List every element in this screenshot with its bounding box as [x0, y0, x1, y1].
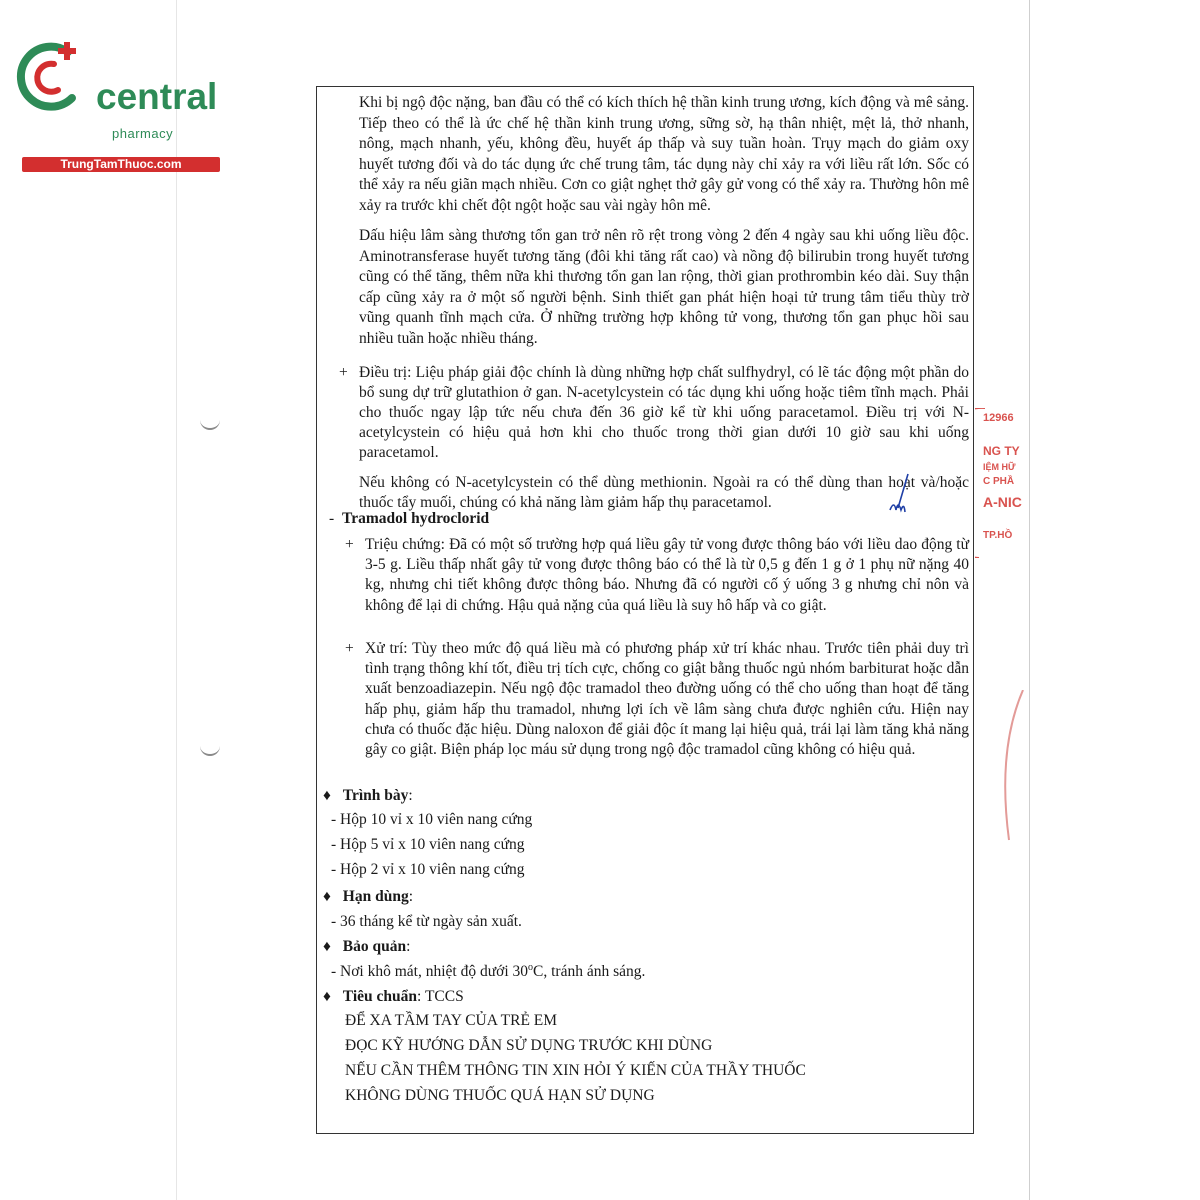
tramadol-heading: Tramadol hydroclorid — [342, 510, 490, 527]
logo-subtitle: pharmacy — [112, 126, 174, 141]
central-logo-icon — [10, 38, 90, 118]
leaflet-frame: Khi bị ngộ độc nặng, ban đầu có thể có kích thích hệ thần kinh trung ương, kích động và mê sảng. Tiếp theo có thể là ức chế hệ thần kinh trung ương, sững sờ, hạ thân nhiệt, mệt lả, thở nhanh, nông, mạch nhanh, yếu, không đều, huyết áp thấp và suy tuần hoàn. Trụy mạch do giảm oxy huyết tương đối và do tác dụng ức chế trung tâm, tác dụng này chỉ xảy ra với liều rất lớn. Sốc có thể xảy ra nếu giãn mạch nhiều. Cơn co giật nghẹt thở gây gử vong có thể xảy ra. Thường hôn mê xảy ra trước khi chết đột ngột hoặc sau vài ngày hôn mê. Dấu hiệu lâm sàng thương tổn gan trở nên rõ rệt trong vòng 2 đến 4 ngày sau khi uống liều độc. Aminotransferase huyết tương tăng (đôi khi tăng rất cao) và nồng độ bilirubin trong huyết tương cũng có thể tăng, thêm nữa khi thương tổn gan lan rộng, thời gian prothrombin kéo dài. Suy thận cấp cũng xảy ra ở một số người bệnh. Sinh thiết gan phát hiện hoại tử trung tâm tiểu thùy trờ vũng quanh tĩnh mạch cửa. Ở những trường hợp không tử vong, thương tổn gan phục hồi sau nhiều tuần hoặc nhiều tháng. + Điều trị: Liệu pháp giải độc chính là dùng những hợp chất sulfhydryl, có lẽ tác động một phần do bổ sung dự trữ glutathion ở gan. N-acetylcystein có tác dụng khi uống hoặc tiêm tĩnh mạch. Phải cho thuốc ngay lập tức nếu chưa đến 36 giờ kể từ khi uống paracetamol. Điều trị với N-acetylcystein có hiệu quả hơn khi cho thuốc trong thời gian dưới 10 giờ sau khi uống paracetamol. Nếu không có N-acetylcystein có thể dùng methionin. Ngoài ra có thể dùng than hoạt và/hoặc thuốc tẩy muối, chúng có khả năng làm giảm hấp thụ paracetamol. - Tramadol hydroclorid + Triệu chứng: Đã có một số trường hợp quá liều gây tử vong được thông báo với liều dao động từ 3-5 g. Liều thấp nhất gây tử vong được thông báo có thể là từ 0,5 g đến 1 g ở 1 phụ nữ nặng 40 kg, nhưng chi tiết không được thông báo. Nhưng đã có người cố ý uống 3 g nhưng chỉ nôn và không để lại di chứng. Hậu quả nặng của quá liều là suy hô hấp và co giật. + Xử trí: Tùy theo mức độ quá liều mà có phương pháp xử trí khác nhau. Trước tiên phải duy trì tình trạng thông khí tốt, điều trị tích cực, chống co giật bằng thuốc ngủ nhóm barbiturat hoặc dẫn xuất benzoadiazepin. Nếu ngộ độc tramadol theo đường uống có thể cho uống than hoạt để tăng hấp phụ, giảm hấp thu tramadol, nhưng lợi ích về lâm sàng chưa được nghiên cứu. Hiện nay chưa có thuốc đặc hiệu. Dùng naloxon để giải độc ít mang lại hiệu quả, trái lại làm tăng khả năng gây co giật. Biện pháp lọc máu sử dụng trong ngộ độc tramadol cũng không có hiệu quả. ♦ Trình bày: - Hộp 10 vỉ x 10 viên nang cứng - Hộp 5 vỉ x 10 viên nang cứng - Hộp 2 vỉ x 10 viên nang cứng ♦ Hạn dùng: - 36 tháng kể từ ngày sản xuất. ♦ Bảo quản: - Nơi khô mát, nhiệt độ dưới 30$^o$C, tránh ánh sáng. ♦ Tiêu chuẩn: TCCS ĐỂ XA TẦM TAY CỦA TRẺ EM ĐỌC KỸ HƯỚNG DẪN SỬ DỤNG TRƯỚC KHI DÙNG NẾU CẦN THÊM THÔNG TIN XIN HỎI Ý KIẾN CỦA THẦY THUỐC KHÔNG DÙNG THUỐC QUÁ HẠN SỬ DỤNG — [316, 86, 974, 1134]
standard-value: TCCS — [424, 988, 464, 1005]
heading-colon: : — [408, 787, 413, 804]
warning-line: ĐỌC KỸ HƯỚNG DẪN SỬ DỤNG TRƯỚC KHI DÙNG — [345, 1037, 713, 1054]
liver-damage-paragraph: Dấu hiệu lâm sàng thương tổn gan trở nên rõ rệt trong vòng 2 đến 4 ngày sau khi uống liều độc. Aminotransferase huyết tương tăng (đôi khi tăng rất cao) và nồng độ bilirubin trong huyết tương cũng có thể tăng, thêm nữa khi thương tổn gan lan rộng, thời gian prothrombin kéo dài. Suy thận cấp cũng xảy ra ở một số người bệnh. Sinh thiết gan phát hiện hoại tử trung tâm tiểu thùy trờ vũng quanh tĩnh mạch cửa. Ở những trường hợp không tử vong, thương tổn gan phục hồi sau nhiều tuần hoặc nhiều tháng. — [359, 227, 969, 347]
diamond-bullet: ♦ — [323, 787, 331, 804]
tramadol-management-paragraph: Xử trí: Tùy theo mức độ quá liều mà có phương pháp xử trí khác nhau. Trước tiên phải duy trì tình trạng thông khí tốt, điều trị tích cực, chống co giật bằng thuốc ngủ nhóm barbiturat hoặc dẫn xuất benzoadiazepin. Nếu ngộ độc tramadol theo đường uống có thể cho uống than hoạt để tăng hấp phụ, giảm hấp thu tramadol, nhưng lợi ích về lâm sàng chưa được nghiên cứu. Hiện nay chưa có thuốc đặc hiệu. Dùng naloxon để giải độc ít mang lại hiệu quả, trái lại làm tăng khả năng gây co giật. Biện pháp lọc máu sử dụng trong ngộ độc tramadol cũng không có hiệu quả. — [365, 640, 969, 759]
central-pharmacy-logo[interactable] — [10, 38, 218, 171]
stamp-fragment — [995, 690, 1025, 850]
storage-value: - Nơi khô mát, nhiệt độ dưới 30$^o$C, tránh ánh sáng. — [331, 962, 646, 981]
warnings-block — [345, 1012, 806, 1112]
list-item: - Hộp 2 vỉ x 10 viên nang cứng — [331, 861, 525, 878]
treatment-paragraph: Điều trị: Liệu pháp giải độc chính là dùng những hợp chất sulfhydryl, có lẽ tác động một phần do bổ sung dự trữ glutathion ở gan. N-acetylcystein có tác dụng khi uống hoặc tiêm tĩnh mạch. Phải cho thuốc ngay lập tức nếu chưa đến 36 giờ kể từ khi uống paracetamol. Điều trị với N-acetylcystein có hiệu quả hơn khi cho thuốc trong thời gian dưới 10 giờ sau khi uống paracetamol. — [359, 364, 969, 461]
warning-line: KHÔNG DÙNG THUỐC QUÁ HẠN SỬ DỤNG — [345, 1087, 655, 1104]
expiry-value: - 36 tháng kể từ ngày sản xuất. — [331, 913, 522, 930]
presentation-heading: Trình bày — [342, 787, 409, 804]
overdose-symptoms-paragraph: Khi bị ngộ độc nặng, ban đầu có thể có kích thích hệ thần kinh trung ương, kích động và mê sảng. Tiếp theo có thể là ức chế hệ thần kinh trung ương, sững sờ, hạ thân nhiệt, mệt lả, thở nhanh, nông, mạch nhanh, yếu, không đều, huyết áp thấp và suy tuần hoàn. Trụy mạch do giảm oxy huyết tương đối và do tác dụng ức chế trung tâm, tác dụng này chỉ xảy ra với liều rất lớn. Sốc có thể xảy ra nếu giãn mạch nhiều. Cơn co giật nghẹt thở gây gử vong có thể xảy ra. Thường hôn mê xảy ra trước khi chết đột ngột hoặc sau vài ngày hôn mê. — [359, 94, 969, 214]
diamond-bullet: ♦ — [323, 988, 331, 1005]
list-item: - Hộp 10 vỉ x 10 viên nang cứng — [331, 811, 533, 828]
company-stamp: 12966 NG TY IỆM HỮ C PHẦ A-NIC TP.HỒ — [975, 408, 1027, 558]
warning-line: NẾU CẦN THÊM THÔNG TIN XIN HỎI Ý KIẾN CỦA THẦY THUỐC — [345, 1062, 806, 1079]
storage-heading: Bảo quản — [342, 938, 407, 955]
plus-marker: + — [345, 536, 354, 553]
standard-heading: Tiêu chuẩn — [342, 988, 418, 1005]
warning-line: ĐỂ XA TẦM TAY CỦA TRẺ EM — [345, 1012, 558, 1029]
expiry-heading: Hạn dùng — [342, 888, 409, 905]
treatment-alternative-paragraph: Nếu không có N-acetylcystein có thể dùng methionin. Ngoài ra có thể dùng than hoạt và/hoặc thuốc tẩy muối, chúng có khả năng làm giảm hấp thụ paracetamol. — [359, 474, 969, 511]
logo-name: central — [96, 76, 218, 117]
logo-url[interactable]: TrungTamThuoc.com — [22, 157, 220, 172]
diamond-bullet: ♦ — [323, 888, 331, 905]
presentation-list — [331, 811, 532, 886]
list-item: - Hộp 5 vỉ x 10 viên nang cứng — [331, 836, 525, 853]
signature-mark — [880, 470, 920, 530]
dash-marker: - — [329, 510, 335, 527]
diamond-bullet: ♦ — [323, 938, 331, 955]
plus-marker: + — [339, 364, 348, 381]
plus-marker: + — [345, 640, 354, 657]
tramadol-symptoms-paragraph: Triệu chứng: Đã có một số trường hợp quá liều gây tử vong được thông báo với liều dao động từ 3-5 g. Liều thấp nhất gây tử vong được thông báo có thể là từ 0,5 g đến 1 g ở 1 phụ nữ nặng 40 kg, nhưng chi tiết không được thông báo. Nhưng đã có người cố ý uống 3 g nhưng chỉ nôn và không để lại di chứng. Hậu quả nặng của quá liều là suy hô hấp và co giật. — [365, 536, 969, 614]
